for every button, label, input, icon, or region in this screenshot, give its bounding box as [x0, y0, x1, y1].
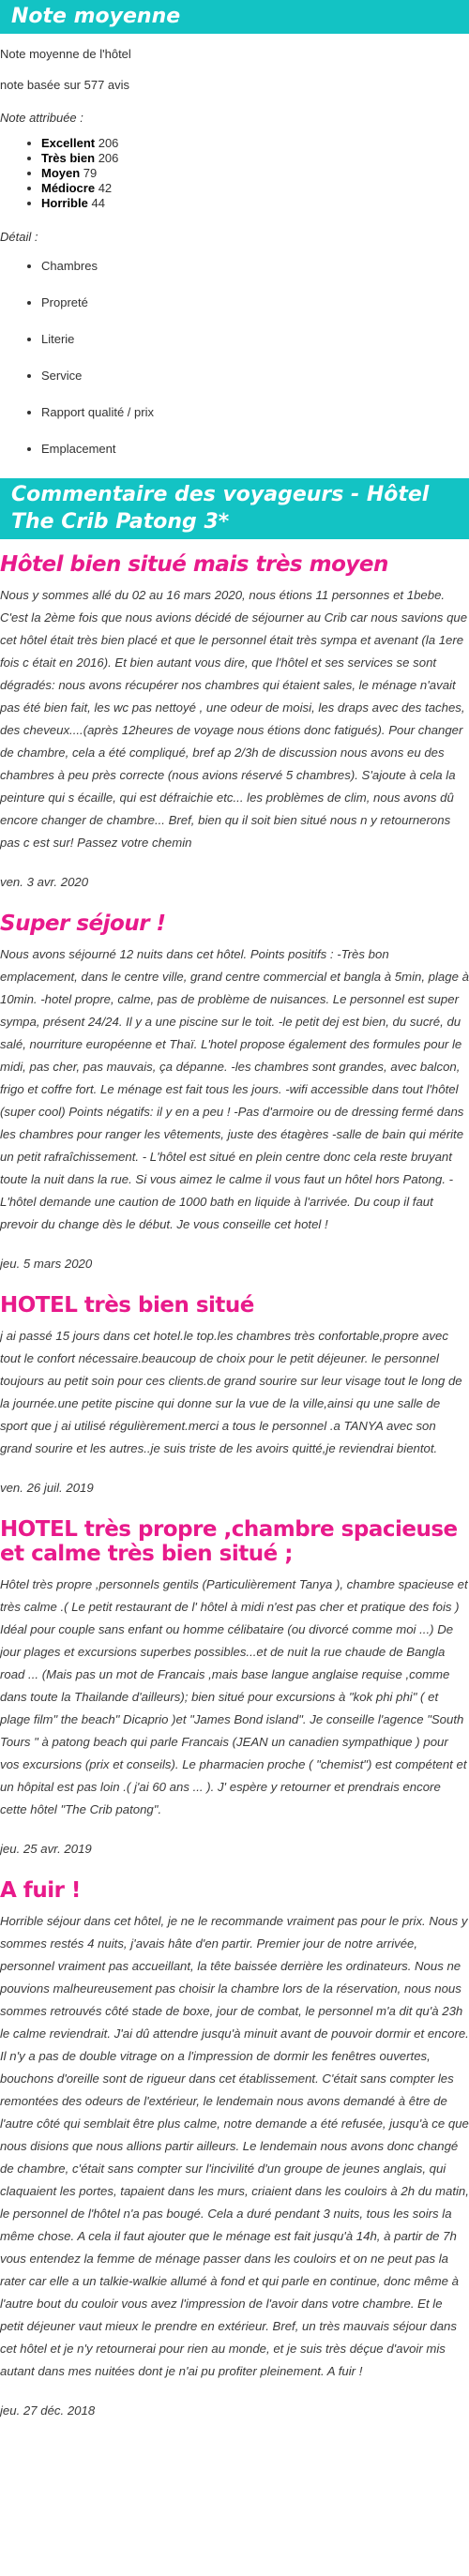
rating-item — [41, 136, 469, 151]
review-date: ven. 26 juil. 2019 — [0, 1481, 94, 1495]
review-item — [0, 1517, 469, 1856]
review-title: HOTEL très propre ,chambre spacieuse et calme très bien situé ; — [0, 1517, 458, 1566]
detail-item: • Literie — [41, 332, 469, 347]
detail-item: • Chambres — [41, 259, 469, 274]
rating-item — [41, 166, 469, 181]
review-item — [0, 552, 469, 889]
comments-header: Commentaire des voyageurs - Hôtel The Crib Patong 3* — [0, 478, 469, 539]
hotel-rating-label: Note moyenne de l'hôtel — [0, 47, 131, 61]
average-rating-header: Note moyenne — [0, 0, 469, 34]
review-title: HOTEL très bien situé — [0, 1293, 254, 1318]
review-date: jeu. 27 déc. 2018 — [0, 2403, 96, 2418]
review-item — [0, 911, 469, 1271]
review-date: jeu. 25 avr. 2019 — [0, 1842, 92, 1856]
review-date: ven. 3 avr. 2020 — [0, 875, 89, 889]
rating-count: 206 — [98, 136, 119, 150]
review-title: Super séjour ! — [0, 911, 166, 936]
rating-count: 206 — [98, 151, 119, 165]
detail-item: • Rapport qualité / prix — [41, 405, 469, 420]
detail-item: • Service — [41, 369, 469, 384]
review-body: Hôtel très propre ,personnels gentils (Particulièrement Tanya ), chambre spacieuse et très calme .( Le petit restaurant de l' hôtel à midi n'est pas cher et pratique des fois ) Idéal pour couple sans enfant ou homme célibataire (ou divorcé comme moi ...) De jour plages et excursions superbes possibles...et de nuit la rue chaude de Bangla road ... (Mais pas un mot de Francais ,mais base langue anglaise requise ,comme dans toute la Thailande d'ailleurs); bien situé pour excursions à "kok phi phi" ( et plage film" the beach" Dicaprio )et "James Bond island". Je conseille l'agence "South Tours " à patong beach qui parle Francais (JEAN un canadien sympathique ) pour vos excursions (prix et conseils). Le pharmacien proche ( "chemist") est compétent et un hôpital est pas loin .( j'ai 60 ans ... ). J' espère y retourner et prendrais encore cette hôtel "The Crib patong". — [0, 1577, 468, 1816]
rating-label: Très bien — [41, 151, 96, 165]
review-body: Nous y sommes allé du 02 au 16 mars 2020, nous étions 11 personnes et 1bebe. C'est la 2ème fois que nous avions décidé de séjourner au Crib car nous savions que cet hôtel était très bien placé et que le personnel était très sympa et avenant (la 1ere fois c était en 2016). Et bien autant vous dire, que l'hôtel et ses services se sont dégradés: nous avons récupérer nos chambres qui étaient sales, le ménage n'avait pas été bien fait, les wc pas nettoyé , une odeur de moisi, les draps avec des taches, des cheveux....(après 12heures de voyage nous étions donc fatigués). Pour changer de chambre, cela a été compliqué, bref ap 2/3h de discussion nous avons eu des chambres à peu près correcte (nous avions réservé 5 chambres). S'ajoute à cela la peinture qui s écaille, qui est défraichie etc... les problèmes de clim, nous avons dû encore changer de chambre... Bref, bien qu il soit bien situé nous n y retournerons pas c est sur! Passez votre chemin — [0, 588, 468, 850]
rating-label: Horrible — [41, 196, 88, 210]
review-title: Hôtel bien situé mais très moyen — [0, 552, 388, 577]
based-on-reviews: note basée sur 577 avis — [0, 78, 130, 92]
review-item — [0, 1878, 469, 2418]
review-date: jeu. 5 mars 2020 — [0, 1257, 93, 1271]
traveler-comments-section — [0, 478, 469, 2418]
review-body: j ai passé 15 jours dans cet hotel.le top.les chambres très confortable,propre avec tout le confort nécessaire.beaucoup de choix pour le petit déjeuner. le personnel toujours au petit soin pour ces clients.de grand sourire sur leur visage tout le long de la journée.une petite piscine qui donne sur la vue de la ville,ainsi qu une salle de sport que j ai utilisé régulièrement.merci a tous le personnel .a TANYA avec son grand sourire et les autres..je suis triste de les avoirs quitté,je reviendrai bientot. — [0, 1329, 462, 1455]
review-body: Nous avons séjourné 12 nuits dans cet hôtel. Points positifs : -Très bon emplacement, dans le centre ville, grand centre commercial et bangla à 5min, plage à 10min. -hotel propre, calme, pas de problème de nuisances. Le personnel est super sympa, présent 24/24. Il y a une piscine sur le toit. -le petit dej est bien, du sucré, du salé, nourriture européenne et Thaï. L'hotel propose également des formules pour le midi, pas cher, pas mauvais, ça dépanne. -les chambres sont grandes, avec balcon, frigo et coffre fort. Le ménage est fait tous les jours. -wifi accessible dans tout l'hôtel (super cool) Points négatifs: il y en a peu ! -Pas d'armoire ou de dressing fermé dans les chambres pour ranger les vêtements, juste des étagères -salle de bain qui mérite un petit rafraîchissement. - L'hôtel est situé en plein centre donc cela reste bruyant toute la nuit dans la rue. Si vous aimez le calme il vous faut un hôtel hors Patong. -L'hôtel demande une caution de 1000 bath en liquide à l'arrivée. Du coup il faut prevoir du change dès le début. Je vous conseille cet hotel ! — [0, 947, 469, 1231]
rating-count: 42 — [98, 181, 113, 195]
rating-item — [41, 196, 469, 211]
detail-criteria-list — [0, 259, 469, 457]
rating-label: Excellent — [41, 136, 96, 150]
average-rating-section — [0, 0, 469, 457]
review-body: Horrible séjour dans cet hôtel, je ne le recommande vraiment pas pour le prix. Nous y sommes restés 4 nuits, j'avais hâte d'en partir. Premier jour de notre arrivée, personnel vraiment pas accueillant, la tête baissée derrière les ordinateurs. Nous ne pouvions malheureusement pas choisir la chambre lors de la réservation, nous nous sommes retrouvés côté stade de boxe, jour de combat, le personnel m'a dit qu'à 23h le calme reviendrait. J'ai dû attendre jusqu'à minuit avant de pouvoir dormir et encore. Il n'y a pas de double vitrage on a l'impression de dormir les fenêtres ouvertes, bouchons d'oreille sont de rigueur dans cet établissement. C'était sans compter les remontées des odeurs de l'extérieur, le lendemain nous avons demandé à être de l'autre côté qui semblait être plus calme, notre demande a été refusée, jusqu'à ce que nous disions que nous allions partir ailleurs. Le lendemain nous avons donc changé de chambre, c'était sans compter sur l'incivilité d'un groupe de jeunes anglais, qui claquaient les portes, tapaient dans les murs, criaient dans les couloirs à 2h du matin, le personnel de l'hôtel n'a pas bougé. Cela a duré pendant 3 nuits, tous les soirs la même chose. A cela il faut ajouter que le ménage est fait jusqu'à 14h, à partir de 7h vous entendez la femme de ménage passer dans les couloirs et on ne peut pas la rater car elle a un talkie-walkie allumé à fond et qui parle en continue, donc même à l'autre bout du couloir vous avez l'impression de l'avoir dans votre chambre. Et le petit déjeuner vaut mieux le prendre en extérieur. Bref, un très mauvais séjour dans cet hôtel et je n'y retournerai pour rien au monde, et je suis très déçue d'avoir mis autant dans mes nuitées dont je n'ai pu profiter pleinement. A fuir ! — [0, 1914, 469, 2378]
rating-label: Médiocre — [41, 181, 96, 195]
review-title: A fuir ! — [0, 1878, 81, 1903]
rating-item — [41, 151, 469, 166]
rating-label: Moyen — [41, 166, 81, 180]
detail-item: • Propreté — [41, 295, 469, 310]
detail-label: Détail : — [0, 230, 38, 244]
rating-breakdown-list — [0, 136, 469, 211]
attributed-rating-label: Note attribuée : — [0, 111, 83, 125]
rating-item — [41, 181, 469, 196]
rating-count: 79 — [83, 166, 98, 180]
review-item — [0, 1293, 469, 1495]
detail-item: • Emplacement — [41, 442, 469, 457]
rating-count: 44 — [91, 196, 105, 210]
